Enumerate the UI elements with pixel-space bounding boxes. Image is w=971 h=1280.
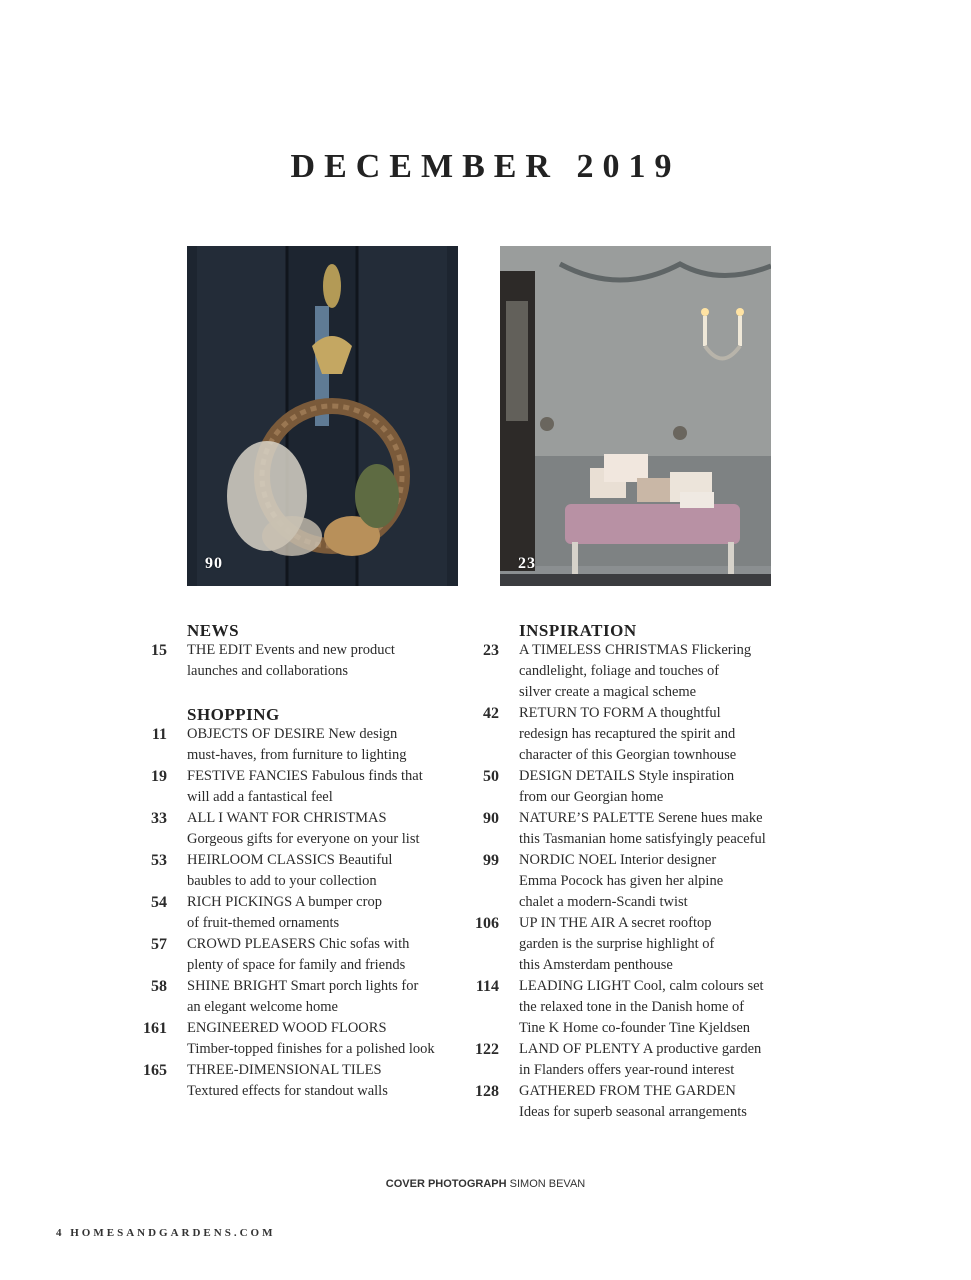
entry-page-number: 50 <box>483 768 499 785</box>
section-news <box>130 618 460 682</box>
footer-site[interactable]: HOMESANDGARDENS.COM <box>70 1227 276 1239</box>
contents-entry[interactable] <box>130 766 460 808</box>
section-heading: NEWS <box>187 621 240 640</box>
entry-description: ALL I WANT FOR CHRISTMAS Gorgeous gifts for everyone on your list <box>187 810 420 847</box>
contents-entry[interactable] <box>462 703 782 766</box>
contents-entry[interactable] <box>130 1018 460 1060</box>
cover-photo-credit <box>0 1178 971 1190</box>
entry-description: FESTIVE FANCIES Fabulous finds that will add a fantastical feel <box>187 768 423 805</box>
contents-entry[interactable] <box>130 808 460 850</box>
page-title: DECEMBER 2019 <box>290 148 681 185</box>
entry-description: NATURE’S PALETTE Serene hues make this Tasmanian home satisfyingly peaceful <box>519 810 766 847</box>
entry-description: UP IN THE AIR A secret rooftop garden is the surprise highlight of this Amsterdam penthouse <box>519 915 715 973</box>
entry-page-number: 19 <box>151 768 167 785</box>
contents-entry[interactable] <box>462 640 782 703</box>
entry-page-number: 106 <box>475 915 499 932</box>
entry-page-number: 53 <box>151 852 167 869</box>
contents-entry[interactable] <box>462 976 782 1039</box>
entry-page-number: 54 <box>151 894 167 911</box>
photo-page-number: 23 <box>518 555 536 572</box>
entry-page-number: 11 <box>151 726 167 743</box>
credit-label: COVER PHOTOGRAPH <box>385 1178 507 1190</box>
entry-description: THREE-DIMENSIONAL TILES Textured effects for standout walls <box>187 1062 388 1099</box>
contents-entry[interactable] <box>130 640 460 682</box>
entry-page-number: 99 <box>483 852 499 869</box>
contents-entry[interactable] <box>462 1039 782 1081</box>
contents-right-column <box>462 618 782 1123</box>
entry-page-number: 128 <box>475 1083 499 1100</box>
contents-entry[interactable] <box>462 1081 782 1123</box>
section-shopping <box>130 702 460 1102</box>
credit-name: SIMON BEVAN <box>509 1178 586 1190</box>
entry-page-number: 114 <box>475 978 499 995</box>
entry-page-number: 58 <box>151 978 167 995</box>
contents-left-column <box>130 618 460 1102</box>
entry-description: LEADING LIGHT Cool, calm colours set the relaxed tone in the Danish home of Tine K Home co-founder Tine Kjeldsen <box>519 978 764 1036</box>
contents-entry[interactable] <box>462 913 782 976</box>
entry-page-number: 122 <box>475 1041 499 1058</box>
section-heading: INSPIRATION <box>519 621 637 640</box>
entry-page-number: 90 <box>483 810 499 827</box>
photo-page-number: 90 <box>205 555 223 572</box>
entry-description: GATHERED FROM THE GARDEN Ideas for superb seasonal arrangements <box>519 1083 747 1120</box>
entry-page-number: 23 <box>483 642 499 659</box>
section-heading: SHOPPING <box>187 705 280 724</box>
entry-page-number: 33 <box>151 810 167 827</box>
entry-description: HEIRLOOM CLASSICS Beautiful baubles to add to your collection <box>187 852 393 889</box>
entry-description: LAND OF PLENTY A productive garden in Flanders offers year-round interest <box>519 1041 762 1078</box>
entry-description: CROWD PLEASERS Chic sofas with plenty of space for family and friends <box>187 936 410 973</box>
entry-description: RETURN TO FORM A thoughtful redesign has recaptured the spirit and character of this Georgian townhouse <box>519 705 737 763</box>
contents-entry[interactable] <box>130 892 460 934</box>
entry-page-number: 165 <box>143 1062 167 1079</box>
entry-description: THE EDIT Events and new product launches and collaborations <box>187 642 395 679</box>
entry-description: DESIGN DETAILS Style inspiration from our Georgian home <box>519 768 735 805</box>
entry-description: ENGINEERED WOOD FLOORS Timber-topped finishes for a polished look <box>187 1020 435 1057</box>
entry-description: RICH PICKINGS A bumper crop of fruit-themed ornaments <box>187 894 382 931</box>
wreath-photo-illustration <box>187 246 458 586</box>
entry-description: OBJECTS OF DESIRE New design must-haves, from furniture to lighting <box>187 726 407 763</box>
entry-page-number: 57 <box>151 936 167 953</box>
contents-entry[interactable] <box>130 1060 460 1102</box>
interior-photo-illustration <box>500 246 771 586</box>
entry-page-number: 42 <box>483 705 499 722</box>
entry-page-number: 15 <box>151 642 167 659</box>
entry-description: SHINE BRIGHT Smart porch lights for an elegant welcome home <box>187 978 419 1015</box>
contents-entry[interactable] <box>130 724 460 766</box>
interior-photo[interactable] <box>500 246 771 586</box>
footer-page-number: 4 <box>56 1227 65 1239</box>
contents-entry[interactable] <box>462 808 782 850</box>
section-inspiration <box>462 618 782 1123</box>
contents-entry[interactable] <box>130 976 460 1018</box>
contents-entry[interactable] <box>462 766 782 808</box>
entry-page-number: 161 <box>143 1020 167 1037</box>
contents-entry[interactable] <box>130 850 460 892</box>
entry-description: NORDIC NOEL Interior designer Emma Pocock has given her alpine chalet a modern-Scandi twist <box>519 852 724 910</box>
entry-description: A TIMELESS CHRISTMAS Flickering candlelight, foliage and touches of silver create a magical scheme <box>519 642 752 700</box>
contents-entry[interactable] <box>130 934 460 976</box>
page-footer <box>56 1227 275 1239</box>
contents-entry[interactable] <box>462 850 782 913</box>
wreath-photo[interactable] <box>187 246 458 586</box>
